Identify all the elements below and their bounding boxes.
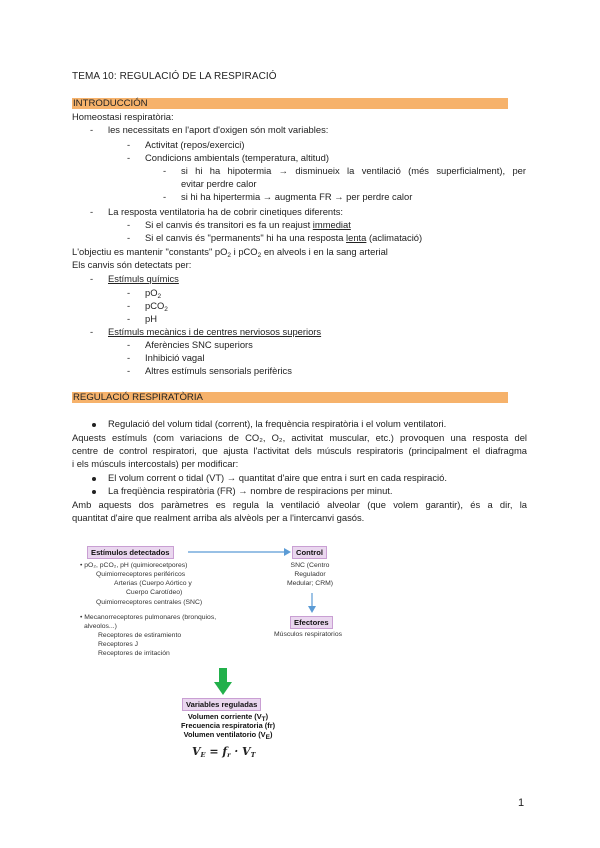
paragraph-1-line-2: centre de control respiratori, que ajusta l'activitat dels músculs respiratoris (principalment el diafragma <box>72 445 527 456</box>
estimuls-quimics: Estímuls químics <box>108 273 179 284</box>
inhibicio-text: Inhibició vagal <box>145 352 205 363</box>
estimulos-line-7: alveolos...) <box>84 623 117 630</box>
control-line-2: Regulador <box>294 571 326 578</box>
variables-line-3: Volumen ventilatorio $(V_E)$ <box>183 730 273 741</box>
dash-marker: - <box>127 300 131 311</box>
objectiu-text: L'objectiu es mantenir "constants" $pO_2$ i pCO$_2$ en alveols i en la sang arterial <box>72 246 388 259</box>
lenta-underlined: lenta <box>346 232 367 243</box>
dash-marker: - <box>90 124 94 135</box>
hipotermia-line-1: si hi ha hipotermia → disminueix la ventilació (més superficialment), per <box>181 165 526 176</box>
variables-line-2: Frecuencia respiratoria (fr) <box>180 721 276 730</box>
control-box: Control <box>292 546 327 559</box>
estimulos-line-4: Cuerpo Carotídeo) <box>126 589 183 596</box>
efectores-line-1: Músculos respiratorios <box>274 631 342 638</box>
dash-marker: - <box>90 273 94 284</box>
activitat-text: Activitat (repos/exercici) <box>145 139 245 150</box>
paragraph-2-line-1: Amb aquests dos paràmetres es regula la ventilació alveolar (que volem garantir), és a dir, la <box>72 499 527 510</box>
estimulos-line-5: Quimiorreceptores centrales (SNC) <box>96 599 203 606</box>
efectores-box: Efectores <box>290 616 333 629</box>
ventilation-formula: $V_E = f_r \cdot V_T$ <box>192 745 256 759</box>
dash-marker: - <box>127 139 131 150</box>
section-heading-intro <box>72 98 508 109</box>
pco2-text: pCO$_2$ <box>145 300 168 313</box>
dash-marker: - <box>163 191 167 202</box>
aferencies-text: Aferències SNC superiors <box>145 339 253 350</box>
transitori-text: Si el canvis és transitori es fa un reajust immediat <box>145 219 351 230</box>
arrow-right-icon <box>186 546 292 558</box>
altres-text: Altres estímuls sensorials perifèrics <box>145 365 292 376</box>
regulacio-heading-text: REGULACIÓ RESPIRATÒRIA <box>73 392 203 403</box>
regulation-diagram <box>78 540 368 770</box>
regulacio-bullet-3: La freqüència respiratòria (FR) → nombre de respiracions per minut. <box>108 485 393 496</box>
paragraph-1-line-3: i els músculs intercostals) per modificar: <box>72 458 239 469</box>
dash-marker: - <box>127 339 131 350</box>
detectats-text: Els canvis són detectats per: <box>72 259 192 270</box>
hipertermia-text: si hi ha hipertermia → augmenta FR → per perdre calor <box>181 191 413 202</box>
regulacio-bullet-1: Regulació del volum tidal (corrent), la frequència respiratòria i el volum ventilatori. <box>108 418 447 429</box>
bullet-icon <box>92 423 96 427</box>
dash-marker: - <box>127 352 131 363</box>
dash-marker: - <box>127 232 131 243</box>
page-number: 1 <box>518 797 525 809</box>
po2-text: $pO_2$ <box>145 287 162 300</box>
variables-line-1: Volumen corriente $(V_T)$ <box>187 712 269 723</box>
control-line-1: SNC (Centro <box>290 562 330 569</box>
paragraph-2-line-2: quantitat d'aire que realment arriba als alvèols per a l'intercanvi gasós. <box>72 512 365 523</box>
bullet-icon <box>92 477 96 481</box>
dash-marker: - <box>127 219 131 230</box>
permanent-text: Si el canvis és "permanents" hi ha una resposta lenta (aclimatació) <box>145 232 423 243</box>
hipotermia-line-2: evitar perdre calor <box>181 178 257 189</box>
resposta-text: La resposta ventilatoria ha de cobrir cinetiques diferents: <box>108 206 344 217</box>
homeostasi-text: Homeostasi respiratòria: <box>72 111 174 122</box>
intro-heading-text: INTRODUCCIÓN <box>73 98 148 109</box>
estimulos-line-3: Arterias (Cuerpo Aórtico y <box>114 580 192 587</box>
estimulos-line-6: • Mecanorreceptores pulmonares (bronquios, <box>80 614 217 621</box>
estimulos-box: Estímulos detectados <box>87 546 174 559</box>
arrow-down-green-icon <box>214 668 232 696</box>
estimulos-line-2: Quimiorreceptores periféricos <box>96 571 186 578</box>
section-heading-regulacio <box>72 392 508 403</box>
dash-marker: - <box>127 313 131 324</box>
estimulos-line-10: Receptores de irritación <box>98 650 170 657</box>
ph-text: pH <box>145 313 157 324</box>
page-title: TEMA 10: REGULACIÓ DE LA RESPIRACIÓ <box>72 71 277 82</box>
arrow-down-icon <box>306 592 318 614</box>
estimulos-line-8: Receptores de estiramiento <box>98 632 182 639</box>
dash-marker: - <box>127 287 131 298</box>
bullet-icon <box>92 490 96 494</box>
dash-marker: - <box>90 326 94 337</box>
estimulos-line-9: Receptores J <box>98 641 139 648</box>
control-line-3: Medular; CRM) <box>286 580 334 587</box>
regulacio-bullet-2: El volum corrent o tidal (VT) → quantitat d'aire que entra i surt en cada respiració. <box>108 472 447 483</box>
dash-marker: - <box>163 165 167 176</box>
dash-marker: - <box>90 206 94 217</box>
paragraph-1-line-1: Aquests estímuls (com variacions de CO₂, O₂, activitat muscular, etc.) provoquen una resposta del <box>72 432 527 443</box>
dash-marker: - <box>127 152 131 163</box>
needs-text: les necessitats en l'aport d'oxigen són molt variables: <box>108 124 329 135</box>
variables-box: Variables reguladas <box>182 698 261 711</box>
immediat-underlined: immediat <box>312 219 351 230</box>
condicions-text: Condicions ambientals (temperatura, altitud) <box>145 152 329 163</box>
estimuls-mecanics: Estímuls mecànics i de centres nerviosos superiors <box>108 326 322 337</box>
dash-marker: - <box>127 365 131 376</box>
estimulos-line-1: • pO₂, pCO₂, pH (quimiorecetpores) <box>80 562 188 569</box>
